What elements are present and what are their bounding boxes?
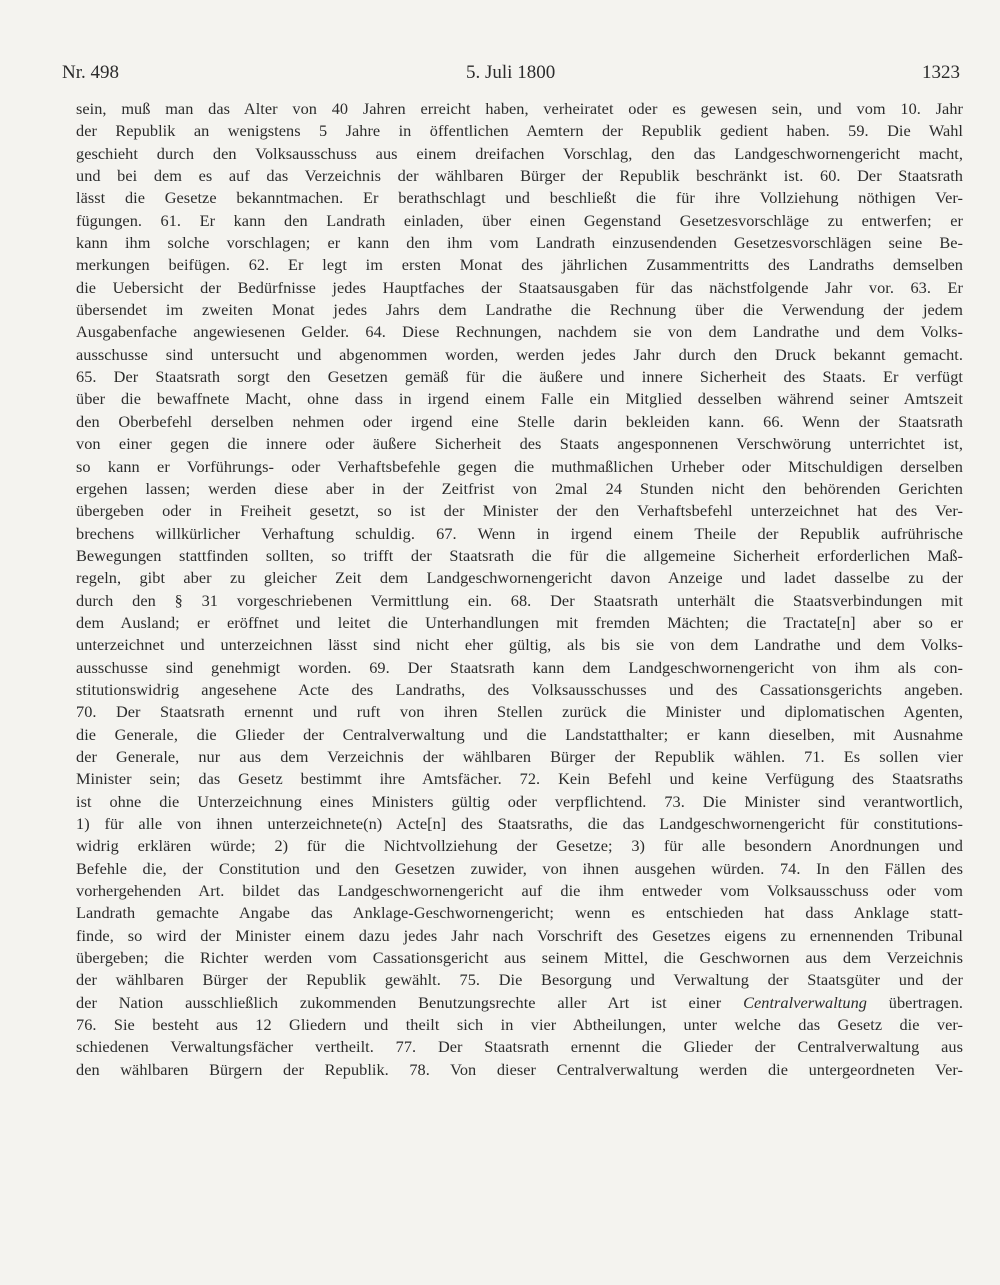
text-line: 76. Sie besteht aus 12 Gliedern und theilt sich in vier Abtheilungen, unter welche das Gesetz die ver- xyxy=(76,1015,963,1035)
text-line: stitutionswidrig angesehene Acte des Landraths, des Volksausschusses und des Cassationsgerichts angeben. xyxy=(76,679,963,699)
text-line: fügungen. 61. Er kann den Landrath einladen, über einen Gegenstand Gesetzesvorschläge zu entwerfen; er xyxy=(76,210,963,230)
body-text xyxy=(76,98,963,1081)
text-line: sein, muß man das Alter von 40 Jahren erreicht haben, verheiratet oder es gewesen sein, und vom 10. Jahr xyxy=(76,99,963,118)
text-line: übergeben; die Richter werden vom Cassationsgericht aus seinem Mittel, die Geschwornen aus dem Verzeichnis xyxy=(76,948,963,968)
text-line: der wählbaren Bürger der Republik gewählt. 75. Die Besorgung und Verwaltung der Staatsgüter und der xyxy=(76,970,963,990)
page-number: 1323 xyxy=(922,62,960,83)
text-line: Befehle die, der Constitution und den Gesetzen zuwider, von ihnen ausgehen würden. 74. In den Fällen des xyxy=(76,858,963,878)
text-line: geschieht durch den Volksausschuss aus einem dreifachen Vorschlag, den das Landgeschwornengericht macht, xyxy=(76,143,963,163)
document-date: 5. Juli 1800 xyxy=(466,62,556,83)
text-line: der Republik an wenigstens 5 Jahre in öffentlichen Aemtern der Republik gedient haben. 59. Die Wahl xyxy=(76,121,963,141)
text-line: brechens willkürlicher Verhaftung schuldig. 67. Wenn in irgend einem Theile der Republik aufrührische xyxy=(76,523,963,543)
text-line: merkungen beifügen. 62. Er legt im ersten Monat des jährlichen Zusammentritts des Landraths demselben xyxy=(76,255,963,275)
text-segment: der Nation ausschließlich zukommenden Benutzungsrechte aller Art ist einer xyxy=(76,992,722,1012)
text-line: ergehen lassen; werden diese aber in der Zeitfrist von 2mal 24 Stunden nicht den behörenden Gerichten xyxy=(76,478,963,498)
text-line: die Uebersicht der Bedürfnisse jedes Hauptfaches der Staatsausgaben für das nächstfolgende Jahr vor. 63. Er xyxy=(76,277,963,297)
text-line: den wählbaren Bürgern der Republik. 78. Von dieser Centralverwaltung werden die untergeordneten Ver- xyxy=(76,1059,963,1079)
text-line: 70. Der Staatsrath ernennt und ruft von ihren Stellen zurück die Minister und diplomatischen Agenten, xyxy=(76,702,963,722)
text-line: finde, so wird der Minister einem dazu jedes Jahr nach Vorschrift des Gesetzes eigens zu ernennenden Tribunal xyxy=(76,925,963,945)
text-line: Landrath gemachte Angabe das Anklage-Geschwornengericht; wenn es entschieden hat dass Anklage statt- xyxy=(76,903,963,923)
text-line: regeln, gibt aber zu gleicher Zeit dem Landgeschwornengericht davon Anzeige und ladet dasselbe zu der xyxy=(76,568,963,588)
text-line: dem Ausland; er eröffnet und leitet die Unterhandlungen mit fremden Mächten; die Tractate[n] aber so er xyxy=(76,612,963,632)
text-line: über die bewaffnete Macht, ohne dass in irgend einem Falle ein Mitglied desselben während seiner Amtszeit xyxy=(76,389,963,409)
text-line: unterzeichnet und unterzeichnen lässt sind nicht eher gültig, als bis sie von dem Landrathe und dem Volks- xyxy=(76,635,963,655)
text-line: widrig erklären würde; 2) für die Nichtvollziehung der Gesetze; 3) für alle besondern Anordnungen und xyxy=(76,836,963,856)
text-segment: übertragen. xyxy=(888,992,963,1012)
text-line: übergeben oder in Freiheit gesetzt, so ist der Minister der den Verhaftsbefehl unterzeichnet hat des Ver- xyxy=(76,501,963,521)
text-line: durch den § 31 vorgeschriebenen Vermittlung ein. 68. Der Staatsrath unterhält die Staatsverbindungen mit xyxy=(76,590,963,610)
page-header xyxy=(62,62,960,88)
text-line: von einer gegen die innere oder äußere Sicherheit des Staats angesponnenen Verschwörung unterrichtet ist, xyxy=(76,434,963,454)
text-line: der Generale, nur aus dem Verzeichnis der wählbaren Bürger der Republik wählen. 71. Es sollen vier xyxy=(76,746,963,766)
text-line: lässt die Gesetze bekanntmachen. Er berathschlagt und beschließt die für ihre Vollziehung nöthigen Ver- xyxy=(76,188,963,208)
text-line: die Generale, die Glieder der Centralverwaltung und die Landstatthalter; er kann dieselben, mit Ausnahme xyxy=(76,724,963,744)
text-line: Ausgabenfache angewiesenen Gelder. 64. Diese Rechnungen, nachdem sie von dem Landrathe und dem Volks- xyxy=(76,322,963,342)
text-line: Bewegungen stattfinden sollten, so trifft der Staatsrath die für die allgemeine Sicherheit erforderlichen Maß- xyxy=(76,545,963,565)
text-line-centralverwaltung xyxy=(76,992,963,1014)
text-line: den Oberbefehl derselben nehmen oder irgend eine Stelle darin bekleiden kann. 66. Wenn der Staatsrath xyxy=(76,411,963,431)
text-line: schiedenen Verwaltungsfächer vertheilt. 77. Der Staatsrath ernennt die Glieder der Centralverwaltung aus xyxy=(76,1037,963,1057)
italic-term: Centralverwaltung xyxy=(743,992,867,1012)
text-line: so kann er Vorführungs- oder Verhaftsbefehle gegen die muthmaßlichen Urheber oder Mitschuldigen derselben xyxy=(76,456,963,476)
text-line: Minister sein; das Gesetz bestimmt ihre Amtsfächer. 72. Kein Befehl und keine Verfügung des Staatsraths xyxy=(76,769,963,789)
text-line: ausschusse sind genehmigt worden. 69. Der Staatsrath kann dem Landgeschwornengericht von ihm als con- xyxy=(76,657,963,677)
text-line: 65. Der Staatsrath sorgt den Gesetzen gemäß für die äußere und innere Sicherheit des Staats. Er verfügt xyxy=(76,367,963,387)
text-line: 1) für alle von ihnen unterzeichnete(n) Acte[n] des Staatsraths, die das Landgeschwornengericht für constitutions- xyxy=(76,814,963,833)
text-line: übersendet im zweiten Monat jedes Jahrs dem Landrathe die Rechnung über die Verwendung der jedem xyxy=(76,300,963,320)
text-line: ist ohne die Unterzeichnung eines Ministers gültig oder verpflichtend. 73. Die Minister sind verantwortlich, xyxy=(76,791,963,811)
text-line: kann ihm solche vorschlagen; er kann den ihm vom Landrath einzusendenden Gesetzesvorschlägen seine Be- xyxy=(76,233,963,253)
text-line: ausschusse sind untersucht und abgenommen worden, werden jedes Jahr durch den Druck bekannt gemacht. xyxy=(76,344,963,364)
text-line: und bei dem es auf das Verzeichnis der wählbaren Bürger der Republik beschränkt ist. 60. Der Staatsrath xyxy=(76,166,963,186)
text-line: vorhergehenden Art. bildet das Landgeschwornengericht auf die ihm entweder vom Volksausschuss oder vom xyxy=(76,881,963,901)
document-number: Nr. 498 xyxy=(62,62,119,83)
